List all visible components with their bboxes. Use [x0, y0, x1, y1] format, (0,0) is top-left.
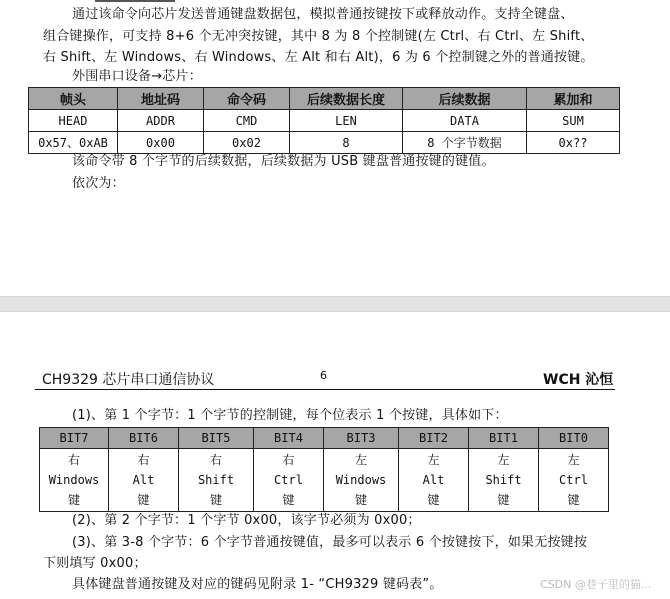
cell-side: 右	[137, 453, 150, 467]
previous-heading-fragment	[95, 0, 175, 2]
control-key-bit-table	[39, 427, 609, 512]
table-cell	[399, 449, 469, 512]
cell-suffix: 键	[209, 493, 222, 507]
cell-suffix: 键	[567, 493, 580, 507]
cell-side: 右	[209, 453, 222, 467]
table-cell: DATA	[403, 110, 527, 132]
header-cell: BIT4	[254, 428, 324, 449]
cell-side: 左	[497, 453, 510, 467]
cell-key: Alt	[422, 473, 445, 487]
table-row	[40, 449, 609, 512]
table-cell: 8	[290, 132, 403, 154]
table-cell: 0x57、0xAB	[29, 132, 118, 154]
header-cell: 后续数据	[403, 88, 527, 110]
cell-side: 右	[282, 453, 295, 467]
page-separator	[0, 296, 670, 312]
appendix-note: 具体键盘普通按键及对应的键码见附录 1- “CH9329 键码表”。	[72, 577, 443, 592]
frame-format-table	[28, 87, 620, 154]
table-cell: 0x??	[527, 132, 620, 154]
cell-suffix: 键	[67, 493, 80, 507]
table-cell	[40, 449, 109, 512]
item-3-line-2: 下则填写 0x00；	[43, 556, 147, 571]
cell-side: 左	[567, 453, 580, 467]
paragraph-line-1: 通过该命令向芯片发送普通键盘数据包，模拟普通按键按下或释放动作。支持全键盘、	[72, 7, 574, 22]
header-cell: 后续数据长度	[290, 88, 403, 110]
item-2-text: (2)、第 2 个字节：1 个字节 0x00，该字节必须为 0x00；	[72, 513, 421, 528]
cell-suffix: 键	[354, 493, 367, 507]
table-cell: CMD	[204, 110, 290, 132]
table-cell	[539, 449, 609, 512]
table-cell: SUM	[527, 110, 620, 132]
table-cell: 0x02	[204, 132, 290, 154]
table-header-row	[29, 88, 620, 110]
header-cell: 地址码	[118, 88, 204, 110]
table-cell	[179, 449, 254, 512]
table-cell	[469, 449, 539, 512]
table-cell	[254, 449, 324, 512]
cell-side: 左	[427, 453, 440, 467]
table-header-row	[40, 428, 609, 449]
cell-key: Windows	[48, 473, 100, 487]
header-cell: BIT1	[469, 428, 539, 449]
header-cell: BIT0	[539, 428, 609, 449]
cell-key: Shift	[485, 473, 522, 487]
header-cell: BIT7	[40, 428, 109, 449]
item-1-text: (1)、第 1 个字节：1 个字节的控制键，每个位表示 1 个按键，具体如下：	[72, 408, 508, 423]
cell-key: Alt	[132, 473, 155, 487]
cell-side: 右	[67, 453, 80, 467]
after-table-line-2: 依次为：	[72, 176, 125, 191]
header-cell: 命令码	[204, 88, 290, 110]
header-cell: BIT6	[109, 428, 179, 449]
after-table-line-1: 该命令带 8 个字节的后续数据，后续数据为 USB 键盘普通按键的键值。	[72, 154, 495, 169]
cell-suffix: 键	[282, 493, 295, 507]
cell-suffix: 键	[497, 493, 510, 507]
header-cell: 帧头	[29, 88, 118, 110]
item-3-line-1: (3)、第 3-8 个字节：6 个字节普通按键值，最多可以表示 6 个按键按下，如果无按键按	[72, 535, 588, 550]
cell-suffix: 键	[427, 493, 440, 507]
cell-suffix: 键	[137, 493, 150, 507]
direction-label: 外围串口设备→芯片：	[72, 69, 202, 84]
header-cell: 累加和	[527, 88, 620, 110]
header-cell: BIT3	[324, 428, 399, 449]
table-cell: LEN	[290, 110, 403, 132]
csdn-watermark: CSDN @巷子里的猫...	[540, 578, 652, 591]
page-header-brand: WCH 沁恒	[543, 372, 614, 388]
header-rule	[35, 389, 615, 390]
paragraph-line-2: 组合键操作，可支持 8+6 个无冲突按键，其中 8 为 8 个控制键(左 Ctrl、右 Ctrl、左 Shift、	[43, 29, 594, 44]
table-cell: 8 个字节数据	[403, 132, 527, 154]
cell-key: Ctrl	[559, 473, 588, 487]
table-cell: ADDR	[118, 110, 204, 132]
page-header-title: CH9329 芯片串口通信协议	[42, 372, 215, 388]
page-number: 6	[320, 369, 327, 382]
header-cell: BIT2	[399, 428, 469, 449]
table-cell: 0x00	[118, 132, 204, 154]
cell-side: 左	[354, 453, 367, 467]
table-cell: HEAD	[29, 110, 118, 132]
cell-key: Shift	[197, 473, 235, 487]
paragraph-line-3: 右 Shift、左 Windows、右 Windows、左 Alt 和右 Alt)，6 为 6 个控制键之外的普通按键。	[43, 50, 594, 65]
cell-key: Ctrl	[274, 473, 303, 487]
table-row	[29, 110, 620, 132]
table-cell	[109, 449, 179, 512]
header-cell: BIT5	[179, 428, 254, 449]
table-cell	[324, 449, 399, 512]
cell-key: Windows	[335, 473, 387, 487]
